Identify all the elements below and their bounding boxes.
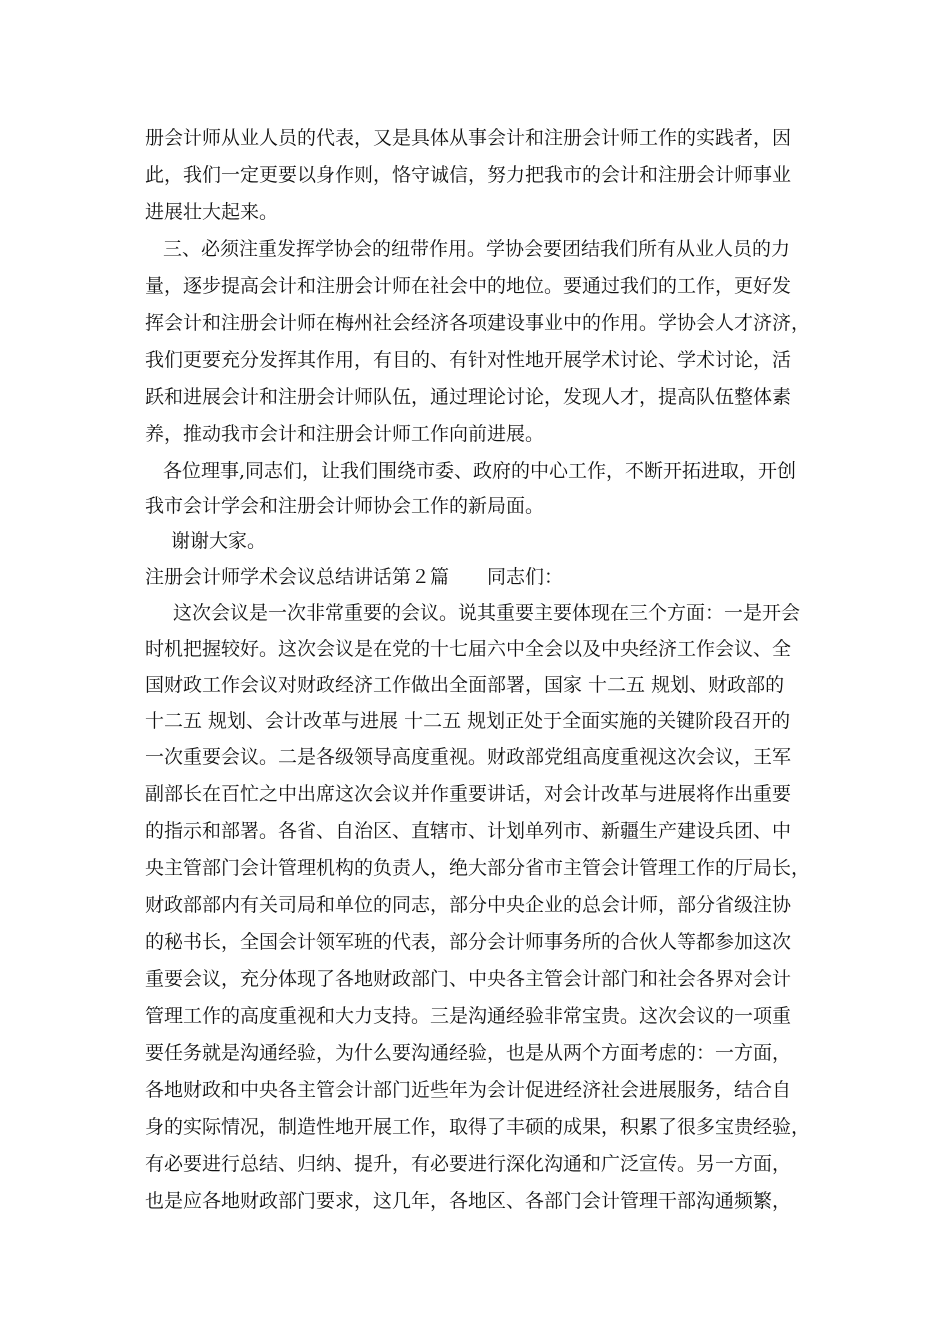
text-line: 挥会计和注册会计师在梅州社会经济各项建设事业中的作用。学协会人才济济， bbox=[145, 312, 811, 334]
text-line: 十二五 规划、会计改革与进展 十二五 规划正处于全面实施的关键阶段召开的 bbox=[145, 710, 791, 732]
text-line: 也是应各地财政部门要求，这几年，各地区、各部门会计管理干部沟通频繁， bbox=[145, 1190, 792, 1212]
text-line: 我们更要充分发挥其作用，有目的、有针对性地开展学术讨论、学术讨论，活 bbox=[145, 349, 792, 371]
text-line: 各地财政和中央各主管会计部门近些年为会计促进经济社会进展服务，结合自 bbox=[145, 1079, 792, 1101]
text-line: 册会计师从业人员的代表，又是具体从事会计和注册会计师工作的实践者，因 bbox=[145, 127, 792, 149]
text-line: 身的实际情况，制造性地开展工作，取得了丰硕的成果，积累了很多宝贵经验， bbox=[145, 1116, 811, 1138]
text-line: 跃和进展会计和注册会计师队伍，通过理论讨论，发现人才，提高队伍整体素 bbox=[145, 386, 792, 408]
text-line: 副部长在百忙之中出席这次会议并作重要讲话，对会计改革与进展将作出重要 bbox=[145, 783, 792, 805]
text-line: 量，逐步提高会计和注册会计师在社会中的地位。要通过我们的工作，更好发 bbox=[145, 275, 792, 297]
text-line: 的指示和部署。各省、自治区、直辖市、计划单列市、新疆生产建设兵团、中 bbox=[145, 820, 792, 842]
text-line: 的秘书长，全国会计领军班的代表，部分会计师事务所的合伙人等都参加这次 bbox=[145, 931, 792, 953]
text-line: 重要会议，充分体现了各地财政部门、中央各主管会计部门和社会各界对会计 bbox=[145, 968, 792, 990]
text-line: 要任务就是沟通经验，为什么要沟通经验，也是从两个方面考虑的：一方面， bbox=[145, 1042, 792, 1064]
text-line: 谢谢大家。 bbox=[171, 530, 267, 552]
text-line: 财政部部内有关司局和单位的同志，部分中央企业的总会计师，部分省级注协 bbox=[145, 894, 792, 916]
text-line: 央主管部门会计管理机构的负责人，绝大部分省市主管会计管理工作的厅局长， bbox=[145, 857, 811, 879]
text-line: 一次重要会议。二是各级领导高度重视。财政部党组高度重视这次会议，王军 bbox=[145, 746, 792, 768]
text-line: 这次会议是一次非常重要的会议。说其重要主要体现在三个方面：一是开会 bbox=[173, 602, 801, 624]
text-line: 各位理事,同志们，让我们围绕市委、政府的中心工作，不断开拓进取，开创 bbox=[163, 460, 797, 482]
text-line: 有必要进行总结、归纳、提升，有必要进行深化沟通和广泛宣传。另一方面， bbox=[145, 1153, 792, 1175]
text-line: 养，推动我市会计和注册会计师工作向前进展。 bbox=[145, 423, 545, 445]
text-line: 我市会计学会和注册会计师协会工作的新局面。 bbox=[145, 495, 545, 517]
text-line: 国财政工作会议对财政经济工作做出全面部署，国家 十二五 规划、财政部的 bbox=[145, 674, 785, 696]
text-line: 进展壮大起来。 bbox=[145, 201, 279, 223]
text-line: 注册会计师学术会议总结讲话第２篇 同志们： bbox=[145, 566, 564, 588]
text-line: 管理工作的高度重视和大力支持。三是沟通经验非常宝贵。这次会议的一项重 bbox=[145, 1005, 792, 1027]
text-line: 此，我们一定更要以身作则，恪守诚信，努力把我市的会计和注册会计师事业 bbox=[145, 164, 792, 186]
text-line: 时机把握较好。这次会议是在党的十七届六中全会以及中央经济工作会议、全 bbox=[145, 638, 792, 660]
text-line: 三、必须注重发挥学协会的纽带作用。学协会要团结我们所有从业人员的力 bbox=[163, 238, 791, 260]
